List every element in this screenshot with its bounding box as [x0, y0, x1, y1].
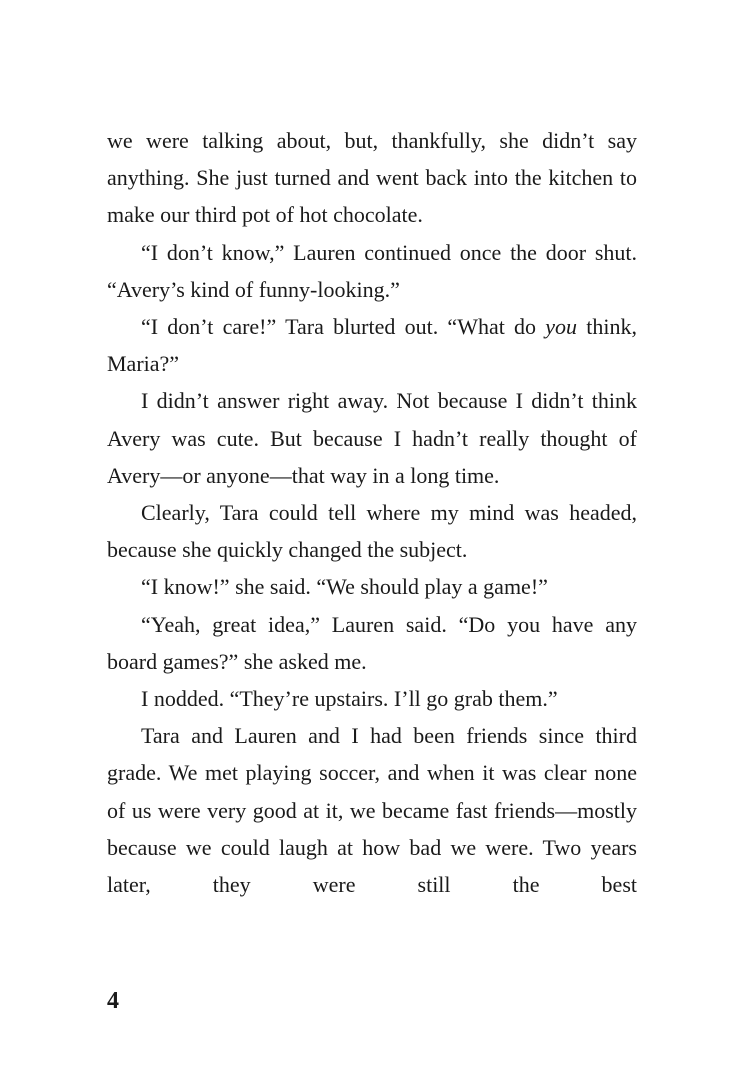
body-text	[107, 122, 637, 903]
paragraph	[107, 382, 637, 494]
paragraph	[107, 606, 637, 680]
text-run: we were talking about, but, thankfully, she didn’t say anything. She just turned and went back into the kitchen to make our third pot of hot chocolate.	[107, 128, 637, 228]
paragraph	[107, 122, 637, 234]
paragraph	[107, 568, 637, 605]
page-number: 4	[107, 988, 119, 1014]
text-run: Clearly, Tara could tell where my mind was headed, because she quickly changed the subject.	[107, 500, 637, 563]
text-run: I nodded. “They’re upstairs. I’ll go grab them.”	[141, 686, 558, 712]
text-run: I didn’t answer right away. Not because I didn’t think Avery was cute. But because I hadn’t really thought of Avery—or anyone—that way in a long time.	[107, 388, 637, 488]
paragraph	[107, 680, 637, 717]
italic-text: you	[545, 314, 578, 340]
paragraph	[107, 308, 637, 382]
text-run: “I don’t care!” Tara blurted out. “What do	[141, 314, 546, 340]
paragraph	[107, 234, 637, 308]
text-run: “I know!” she said. “We should play a game!”	[141, 574, 548, 600]
paragraph	[107, 717, 637, 903]
text-run: “Yeah, great idea,” Lauren said. “Do you have any board games?” she asked me.	[107, 611, 637, 674]
text-run: think, Maria?”	[107, 314, 637, 377]
paragraph	[107, 494, 637, 568]
text-run: “I don’t know,” Lauren continued once the door shut. “Avery’s kind of funny-looking.”	[107, 239, 637, 302]
text-run: Tara and Lauren and I had been friends since third grade. We met playing soccer, and when it was clear none of us were very good at it, we became fast friends—mostly because we could laugh at how bad we were. Two years later, they were still the best	[107, 723, 637, 898]
